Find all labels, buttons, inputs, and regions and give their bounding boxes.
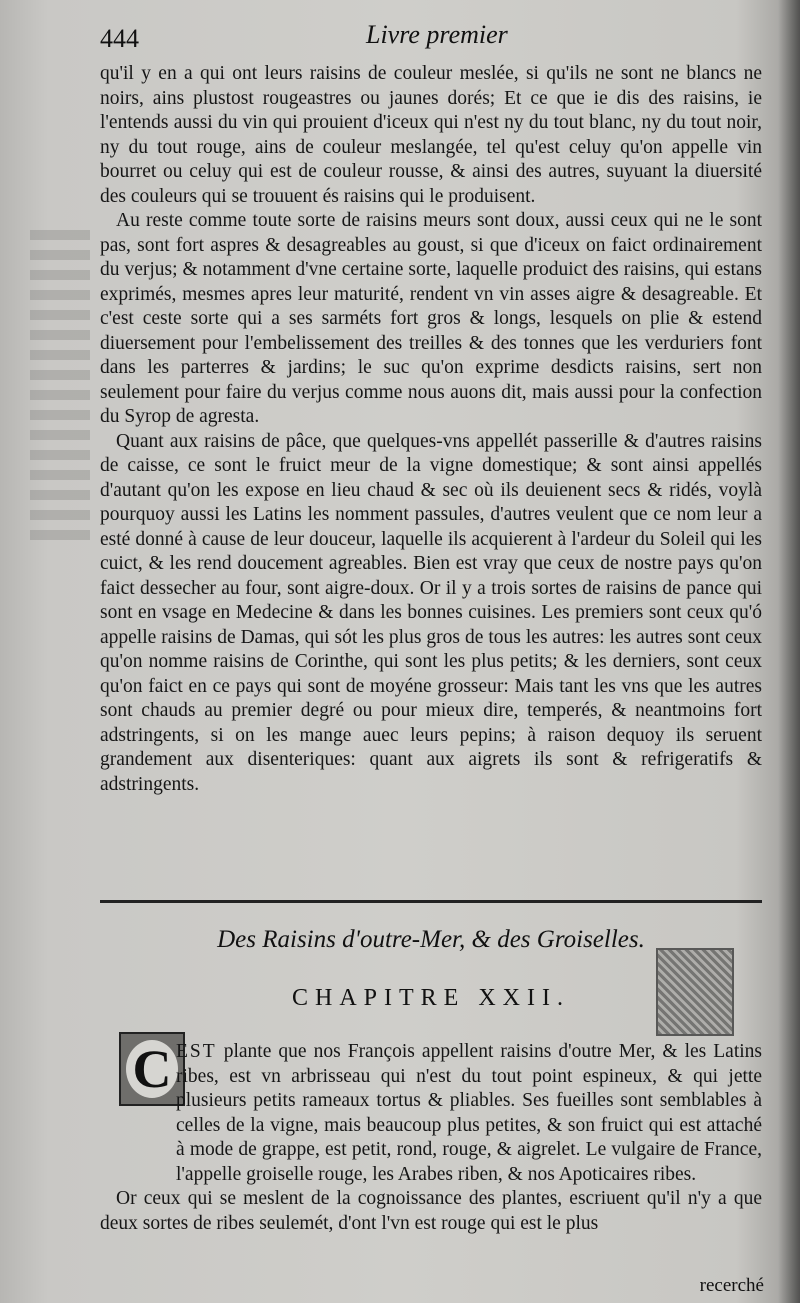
paragraph [176, 1040, 762, 1187]
first-word-rest: EST [176, 1041, 217, 1062]
chapter-heading: Des Raisins d'outre-Mer, & des Groiselles. [217, 926, 645, 953]
paragraph: qu'il y en a qui ont leurs raisins de couleur meslée, si qu'ils ne sont ne blancs ne noirs, ains plustost rougeastres ou jaunes dorés; Et ce que ie dis des raisins, ie l'entends aussi du vin qui prouient d'iceux qui n'est ny du tout blanc, ny du tout noir, ny du tout rouge, ains de couleur meslangée, tel qu'est celuy qu'on appelle vin bourret ou celuy qui est de couleur rousse, & ainsi des autres, suyuant la diuersité des couleurs qui se trouuent és raisins qui le produisent. [100, 63, 762, 207]
section-divider [100, 900, 762, 903]
paragraph: Or ceux qui se meslent de la cognoissance des plantes, escriuent qu'il n'y a que deux sortes de ribes seulemét, d'ont l'vn est rouge qui est le plus [100, 1188, 762, 1234]
catchword: recerché [699, 1275, 764, 1296]
drop-cap-letter: C [126, 1040, 178, 1098]
paragraph: Au reste comme toute sorte de raisins meurs sont doux, aussi ceux qui ne le sont pas, sont fort aspres & desagreables au goust, si que d'iceux on faict ordinairement du verjus; & notamment d'vne certaine sorte, laquelle produict des raisins, qui estans exprimés, mesmes apres leur maturité, rendent vn vin asses aigre & desagreable. Et c'est ceste sorte qui a ses sarméts fort gros & longs, lesquels on plie & estend diuersement pour l'embelissement des treilles & des tonnes que les verduriers font dans les parterres & jardins; le suc qu'on exprime desdicts raisins, sert non seulement pour faire du verjus comme nous auons dit, mais aussi pour la confection du Syrop de agresta. [100, 210, 762, 427]
page-number: 444 [100, 24, 139, 53]
paragraph-text: plante que nos François appellent raisins d'outre Mer, & les Latins ribes, est vn arbrisseau qui n'est du tout point espineux, & qui jette plusieurs petits rameaux tortus & pliables. Ses fueilles sont semblables à celles de la vigne, mais beaucoup plus petites, & son fruict qui est attaché à mode de grappe, est petit, rond, rouge, & aigrelet. Le vulgaire de France, l'appelle groiselle rouge, les Arabes riben, & nos Apoticaires ribes. [176, 1041, 763, 1185]
section-body [100, 62, 762, 797]
chapter-body [100, 1040, 762, 1236]
page-edge-shadow [778, 0, 800, 1303]
paragraph: Quant aux raisins de pâce, que quelques-vns appellét passerille & d'autres raisins de caisse, ce sont le fruict meur de la vigne domestique; & sont ainsi appellés d'autant qu'on les expose en lieu chaud & sec où ils deuienent secs & ridés, voylà pourquoy aussi les Latins les nomment passules, d'autres veulent que ce nom leur a esté donné à cause de leur douceur, laquelle ils acquierent à l'ardeur du Soleil qui les cuict, & les rend doucement agreables. Bien est vray que ceux de nostre pays qu'on faict dessecher au four, sont aigre-doux. Or il y a trois sortes de raisins de pance qui sont en vsage en Medecine & dans les bonnes cuisines. Les premiers sont ceux qu'ó appelle raisins de Damas, qui sót les plus gros de tous les autres: les autres sont ceux qu'on nomme raisins de Corinthe, qui sont les plus petits; & les derniers, sont ceux qu'on faict en ce pays qui sont de moyéne grosseur: Mais tant les vns que les autres sont chauds au premier degré ou pour mieux dire, temperés, & neantmoins fort adstringents, si on les mange auec leurs pepins; à raison dequoy ils seruent grandement aux disenteriques: quant aux aigrets ils sont & refrigeratifs & adstringents. [100, 430, 762, 795]
woodcut-ornament-icon [656, 948, 734, 1036]
chapter-label: CHAPITRE XXII. [292, 985, 570, 1011]
bleed-through-marginalia [30, 230, 90, 550]
running-title: Livre premier [366, 20, 508, 49]
page-header [100, 20, 762, 60]
